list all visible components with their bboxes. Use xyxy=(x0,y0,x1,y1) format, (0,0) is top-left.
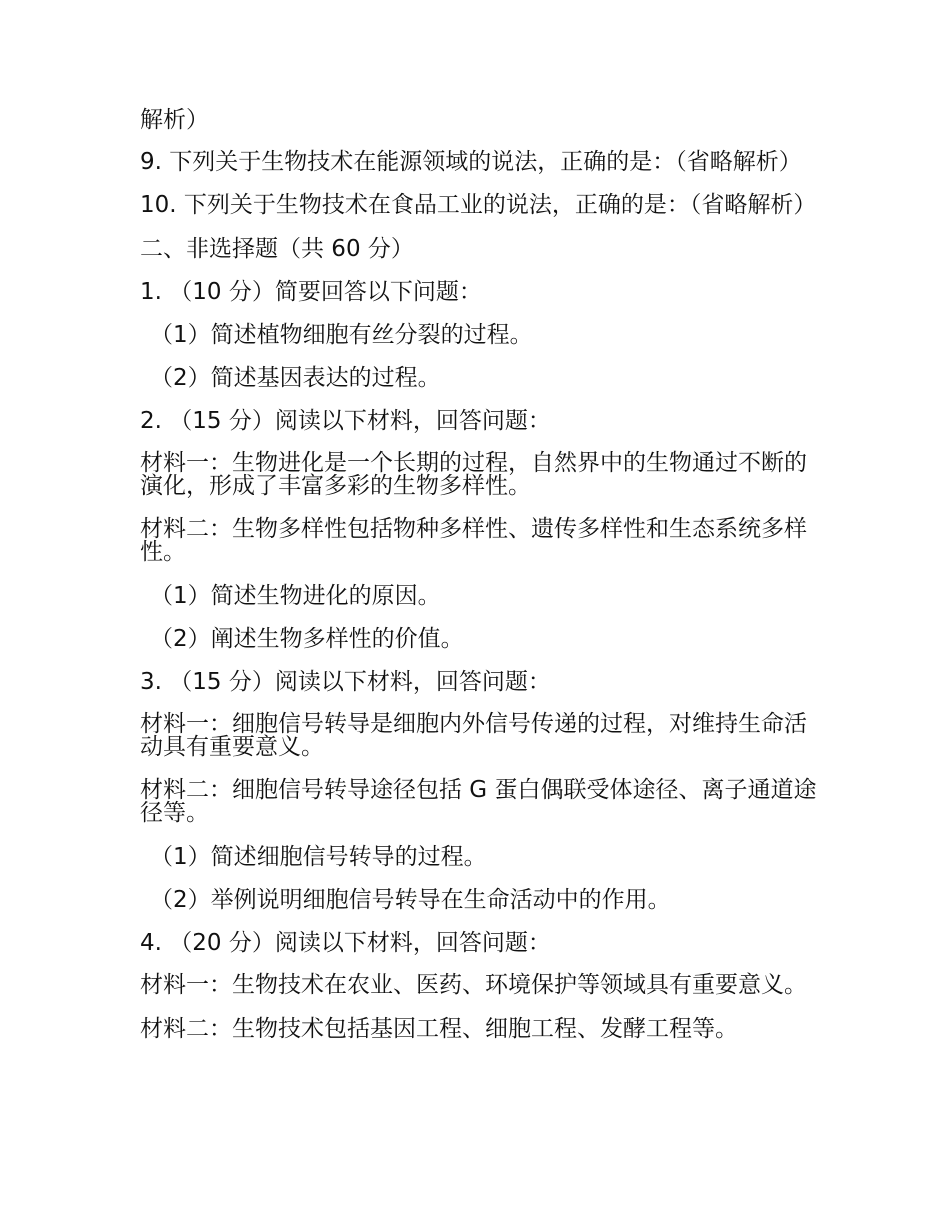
question-2-part-1: （1）简述生物进化的原因。 xyxy=(150,583,441,609)
question-4: 4. （20 分）阅读以下材料，回答问题： xyxy=(140,930,551,956)
question-1: 1. （10 分）简要回答以下问题： xyxy=(140,279,482,305)
question-3-part-2: （2）举例说明细胞信号转导在生命活动中的作用。 xyxy=(150,887,671,913)
question-10: 10. 下列关于生物技术在食品工业的说法，正确的是：（省略解析） xyxy=(140,192,817,218)
question-1-part-2: （2）简述基因表达的过程。 xyxy=(150,365,441,391)
question-4-material-1: 材料一：生物技术在农业、医药、环境保护等领域具有重要意义。 xyxy=(140,972,807,998)
question-4-material-2: 材料二：生物技术包括基因工程、细胞工程、发酵工程等。 xyxy=(140,1016,738,1042)
question-3: 3. （15 分）阅读以下材料，回答问题： xyxy=(140,669,551,695)
section-heading: 二、非选择题（共 60 分） xyxy=(140,236,414,262)
question-3-material-2: 材料二：细胞信号转导途径包括 G 蛋白偶联受体途径、离子通道途径等。 xyxy=(140,777,817,826)
question-2-material-2: 材料二：生物多样性包括物种多样性、遗传多样性和生态系统多样性。 xyxy=(140,516,807,565)
text-line-continuation: 解析） xyxy=(140,107,209,133)
question-2-material-1: 材料一：生物进化是一个长期的过程，自然界中的生物通过不断的演化，形成了丰富多彩的生物多样性。 xyxy=(140,450,807,499)
question-1-part-1: （1）简述植物细胞有丝分裂的过程。 xyxy=(150,322,533,348)
document-page xyxy=(140,108,820,1060)
question-2: 2. （15 分）阅读以下材料，回答问题： xyxy=(140,408,551,434)
question-3-part-1: （1）简述细胞信号转导的过程。 xyxy=(150,844,487,870)
question-2-part-2: （2）阐述生物多样性的价值。 xyxy=(150,626,464,652)
question-3-material-1: 材料一：细胞信号转导是细胞内外信号传递的过程，对维持生命活动具有重要意义。 xyxy=(140,711,807,760)
question-9: 9. 下列关于生物技术在能源领域的说法，正确的是：（省略解析） xyxy=(140,149,802,175)
